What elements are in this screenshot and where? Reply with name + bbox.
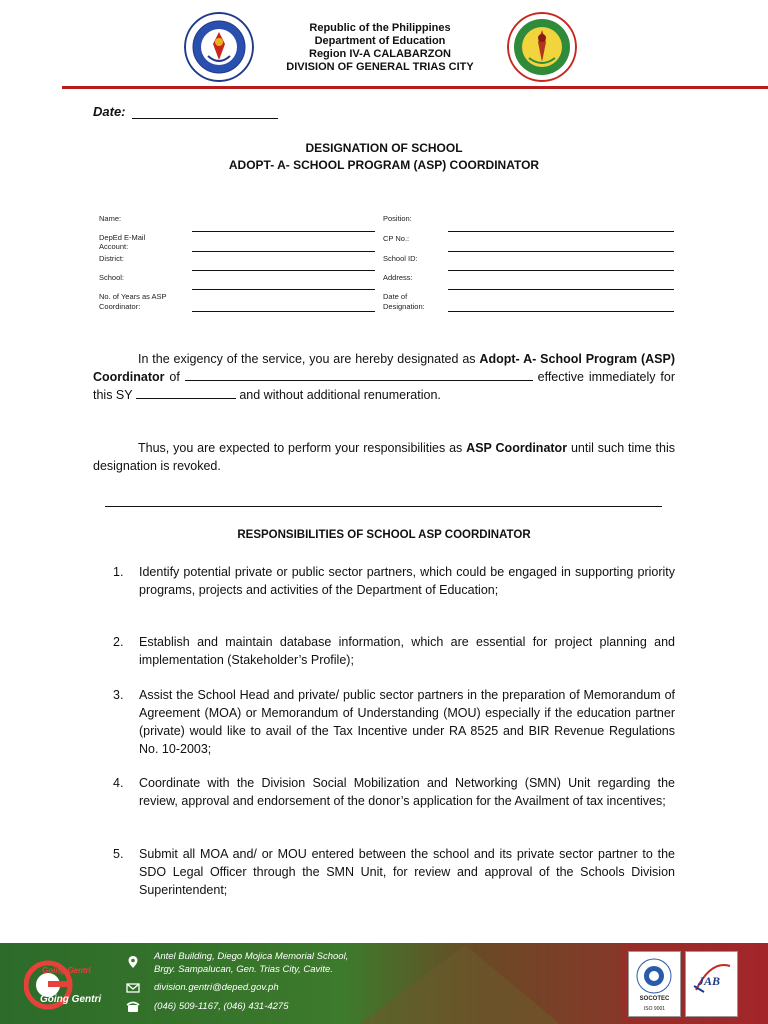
header-line-division: DIVISION OF GENERAL TRIAS CITY: [286, 61, 474, 73]
header-line-department: Department of Education: [314, 35, 446, 47]
date-desig-field[interactable]: [448, 311, 674, 312]
header-line-republic: Republic of the Philippines: [309, 22, 451, 34]
email-icon: [126, 981, 140, 995]
footer-phone: (046) 509-1167, (046) 431-4275: [154, 1001, 289, 1012]
socotec-logo-icon: [629, 956, 680, 996]
para1-text-2: of: [164, 370, 180, 384]
address-field[interactable]: [448, 289, 674, 290]
years-label-1: No. of Years as ASP: [99, 292, 167, 301]
list-item-number: 5.: [113, 847, 124, 861]
socotec-name: SOCOTEC: [639, 996, 670, 1002]
para2-text-1: Thus, you are expected to perform your responsibilities as: [138, 441, 467, 455]
section-divider: [105, 506, 662, 507]
socotec-iso: ISO 9001: [643, 1006, 666, 1012]
logo-text-top: Going Gentri: [42, 966, 91, 975]
list-item-text: Submit all MOA and/ or MOU entered between the school and its private sector partner to the SDO Legal Officer through the SMN Unit, for review and approval of the Schools Division Superintendent;: [139, 847, 675, 897]
position-field[interactable]: [448, 231, 674, 232]
list-item-number: 1.: [113, 565, 124, 579]
para2-role: ASP Coordinator: [466, 441, 568, 455]
address-label: Address:: [383, 273, 413, 282]
document-title: [0, 140, 768, 174]
cp-no-label: CP No.:: [383, 234, 410, 243]
going-gentri-logo-icon: [24, 951, 120, 1015]
header-divider: [62, 86, 768, 89]
footer-banner: [0, 943, 768, 1024]
date-desig-label-1: Date of: [383, 292, 408, 301]
date-blank[interactable]: [132, 118, 278, 119]
para1-text-4: and without additional renumeration.: [239, 388, 441, 402]
footer-address-2: Brgy. Sampalucan, Gen. Trias City, Cavite.: [154, 964, 333, 975]
district-label: District:: [99, 254, 124, 263]
email-label-1: DepEd E-Mail: [99, 233, 146, 242]
list-item-number: 4.: [113, 776, 124, 790]
responsibilities-heading: RESPONSIBILITIES OF SCHOOL ASP COORDINATOR: [237, 529, 531, 541]
district-field[interactable]: [192, 270, 375, 271]
agency-heading: [280, 22, 480, 74]
list-item-text: Coordinate with the Division Social Mobilization and Networking (SMN) Unit regarding the review, approval and endorsement of the donor’s application for the Availment of tax incentives;: [139, 776, 675, 808]
name-label: Name:: [99, 214, 122, 223]
logo-text-bottom: Going Gentri: [40, 994, 102, 1005]
school-id-field[interactable]: [448, 270, 674, 271]
email-field[interactable]: [192, 251, 375, 252]
location-pin-icon: [126, 955, 140, 969]
school-label: School:: [99, 273, 125, 282]
date-desig-label-2: Designation:: [383, 302, 425, 311]
footer-address-1: Antel Building, Diego Mojica Memorial School,: [154, 951, 349, 962]
email-label-2: Account:: [99, 242, 129, 251]
sy-blank[interactable]: [136, 387, 236, 399]
title-line-1: DESIGNATION OF SCHOOL: [305, 141, 463, 155]
date-label: Date:: [93, 104, 126, 119]
cp-no-field[interactable]: [448, 251, 674, 252]
years-label-2: Coordinator:: [99, 302, 141, 311]
position-label: Position:: [383, 214, 412, 223]
responsibility-paragraph: [93, 439, 675, 475]
deped-seal-icon: [184, 12, 254, 82]
division-seal-icon: [507, 12, 577, 82]
list-item-text: Identify potential private or public sector partners, which could be engaged in supporting priority programs, projects and activities of the Department of Education;: [139, 565, 675, 597]
letterhead: [0, 0, 768, 92]
list-item-number: 3.: [113, 688, 124, 702]
school-name-blank[interactable]: [185, 369, 533, 381]
school-field[interactable]: [192, 289, 375, 290]
socotec-certification-badge: [628, 951, 681, 1017]
years-field[interactable]: [192, 311, 375, 312]
name-field[interactable]: [192, 231, 375, 232]
para1-text-3: effective immediately for this SY: [93, 370, 675, 402]
list-item-number: 2.: [113, 635, 124, 649]
footer-email[interactable]: division.gentri@deped.gov.ph: [154, 982, 279, 993]
jab-certification-badge: [685, 951, 738, 1017]
para1-text-1: In the exigency of the service, you are hereby designated as: [138, 352, 480, 366]
header-line-region: Region IV-A CALABARZON: [309, 48, 451, 60]
jab-name: JAB: [698, 974, 721, 988]
para2-text-2: until such time this designation is revoked.: [93, 441, 675, 473]
phone-icon: [126, 1000, 140, 1014]
para1-role: Adopt- A- School Program (ASP) Coordinator: [93, 352, 675, 384]
school-id-label: School ID:: [383, 254, 418, 263]
designation-paragraph: [93, 350, 675, 404]
title-line-2: ADOPT- A- SCHOOL PROGRAM (ASP) COORDINATOR: [228, 158, 540, 172]
list-item-text: Establish and maintain database information, which are essential for project planning and implementation (Stakeholder’s Profile);: [139, 635, 675, 667]
list-item-text: Assist the School Head and private/ public sector partners in the preparation of Memorandum of Agreement (MOA) or Memorandum of Understanding (MOU) especially if the education partner (private) would like to avail of the Tax Incentive under RA 8525 and BIR Revenue Regulations No. 10-2003;: [139, 688, 675, 756]
